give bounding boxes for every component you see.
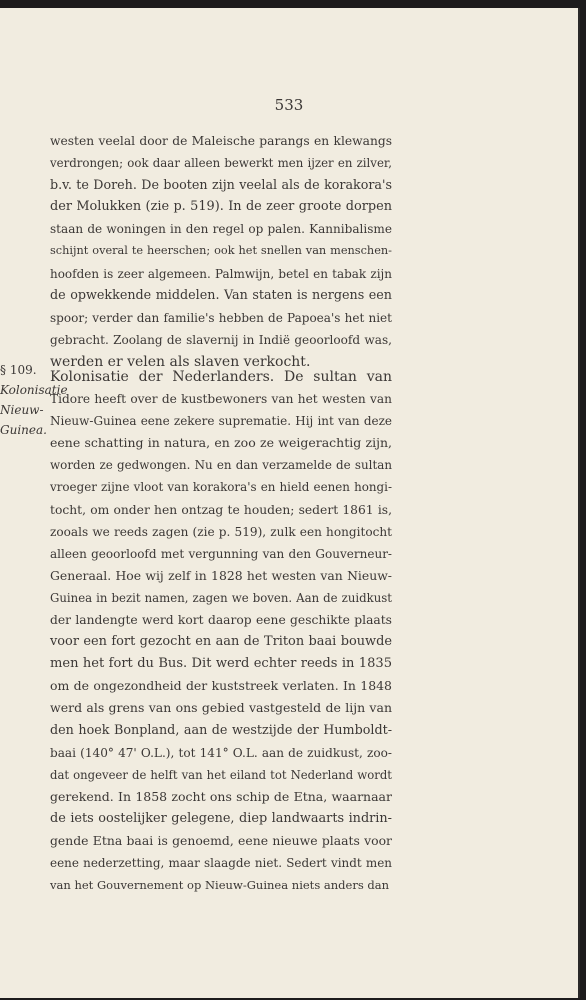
margin-note-line: Nieuw-	[0, 403, 44, 417]
text-line: werd als grens van ons gebied vastgesteld de lijn van	[50, 700, 392, 716]
text-line: der Molukken (zie p. 519). In de zeer groote dorpen	[50, 199, 392, 215]
text-line: van het Gouvernement op Nieuw-Guinea niets anders dan	[50, 878, 390, 893]
text-line: schijnt overal te heerschen; ook het snellen van menschen-	[50, 244, 392, 258]
margin-note	[0, 360, 68, 440]
text-line: den hoek Bonpland, aan de westzijde der Humboldt-	[50, 722, 392, 738]
page-number: 533	[274, 96, 304, 114]
text-line: b.v. te Doreh. De booten zijn veelal als de korakora's	[50, 177, 392, 193]
text-line: Tidore heeft over de kustbewoners van het westen van	[50, 392, 392, 407]
text-line: gebracht. Zoolang de slavernij in Indië geoorloofd was,	[50, 332, 392, 347]
text-line: gerekend. In 1858 zocht ons schip de Etna, waarnaar	[50, 788, 392, 804]
text-line: voor een fort gezocht en aan de Triton baai bouwde	[50, 634, 392, 650]
text-line: verdrongen; ook daar alleen bewerkt men ijzer en zilver,	[50, 156, 392, 171]
text-line: worden ze gedwongen. Nu en dan verzamelde de sultan	[50, 458, 392, 473]
text-line: eene nederzetting, maar slaagde niet. Sedert vindt men	[50, 856, 392, 871]
text-line: Nieuw-Guinea eene zekere suprematie. Hij int van deze	[50, 414, 392, 429]
text-line: dat ongeveer de helft van het eiland tot Nederland wordt	[50, 767, 392, 782]
text-line: de opwekkende middelen. Van staten is nergens een	[50, 287, 392, 303]
text-line: staan de woningen in den regel op palen. Kannibalisme	[50, 222, 392, 237]
text-line: om de ongezondheid der kuststreek verlaten. In 1848	[50, 678, 392, 694]
text-line: hoofden is zeer algemeen. Palmwijn, betel en tabak zijn	[50, 266, 392, 281]
margin-note-line: Guinea.	[0, 423, 47, 437]
text-line: der landengte werd kort daarop eene geschikte plaats	[50, 613, 392, 628]
text-line: Kolonisatie der Nederlanders. De sultan van	[50, 369, 392, 385]
paragraph-1	[50, 130, 392, 373]
text-line: Guinea in bezit namen, zagen we boven. Aan de zuidkust	[50, 590, 392, 605]
text-line: men het fort du Bus. Dit werd echter reeds in 1835	[50, 656, 392, 672]
text-line: baai (140° 47' O.L.), tot 141° O.L. aan de zuidkust, zoo-	[50, 745, 392, 760]
text-line: gende Etna baai is genoemd, eene nieuwe plaats voor	[50, 832, 392, 848]
margin-note-number: § 109.	[0, 363, 37, 377]
text-line: zooals we reeds zagen (zie p. 519), zulk een hongitocht	[50, 524, 392, 539]
margin-note-line: Kolonisatie	[0, 383, 68, 397]
paragraph-2	[50, 366, 392, 896]
text-line: vroeger zijne vloot van korakora's en hield eenen hongi-	[50, 480, 392, 495]
text-line: werden er velen als slaven verkocht.	[50, 353, 311, 370]
text-line: alleen geoorloofd met vergunning van den Gouverneur-	[50, 546, 392, 561]
text-line: westen veelal door de Maleische parangs en klewangs	[50, 134, 392, 148]
text-line: spoor; verder dan familie's hebben de Papoea's het niet	[50, 310, 392, 325]
text-line: Generaal. Hoe wij zelf in 1828 het westen van Nieuw-	[50, 567, 392, 583]
text-line: eene schatting in natura, en zoo ze weigerachtig zijn,	[50, 435, 392, 451]
book-page	[0, 8, 580, 998]
text-line: tocht, om onder hen ontzag te houden; sedert 1861 is,	[50, 502, 392, 517]
text-line: de iets oostelijker gelegene, diep landwaarts indrin-	[50, 810, 392, 826]
